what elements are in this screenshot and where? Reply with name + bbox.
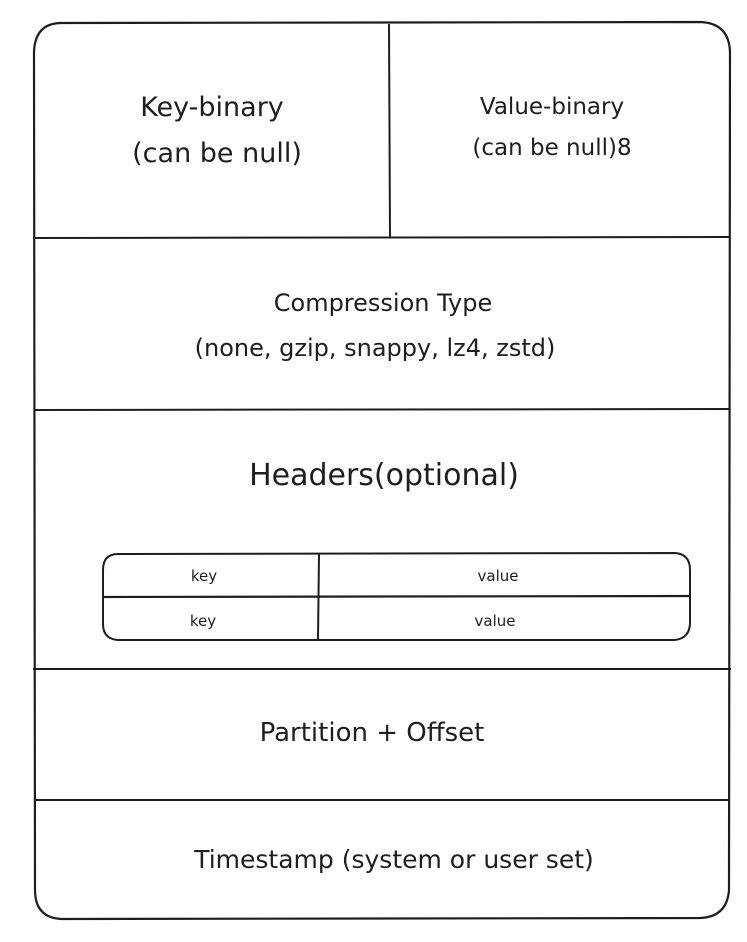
value-subtitle: (can be null)8 [472, 135, 632, 161]
divider-top-compression [33, 237, 730, 238]
headers-title: Headers(optional) [249, 458, 519, 493]
header-row-1-key: key [190, 567, 218, 585]
divider-compression-headers [34, 409, 730, 410]
headers-table-column-divider [318, 554, 319, 640]
key-value-divider [389, 24, 390, 237]
header-row-2-key: key [189, 612, 217, 630]
compression-title: Compression Type [273, 289, 493, 317]
timestamp-title: Timestamp (system or user set) [194, 845, 594, 874]
value-title: Value-binary [479, 94, 625, 120]
header-row-2-value: value [474, 612, 516, 630]
compression-subtitle: (none, gzip, snappy, lz4, zstd) [194, 334, 556, 362]
key-subtitle: (can be null) [132, 138, 302, 169]
divider-partition-timestamp [34, 800, 730, 801]
header-row-1-value: value [477, 567, 519, 585]
key-title: Key-binary [140, 92, 284, 123]
divider-headers-partition [33, 669, 731, 670]
headers-table-row-divider [103, 596, 690, 597]
headers-table [103, 553, 690, 640]
partition-title: Partition + Offset [259, 718, 485, 748]
